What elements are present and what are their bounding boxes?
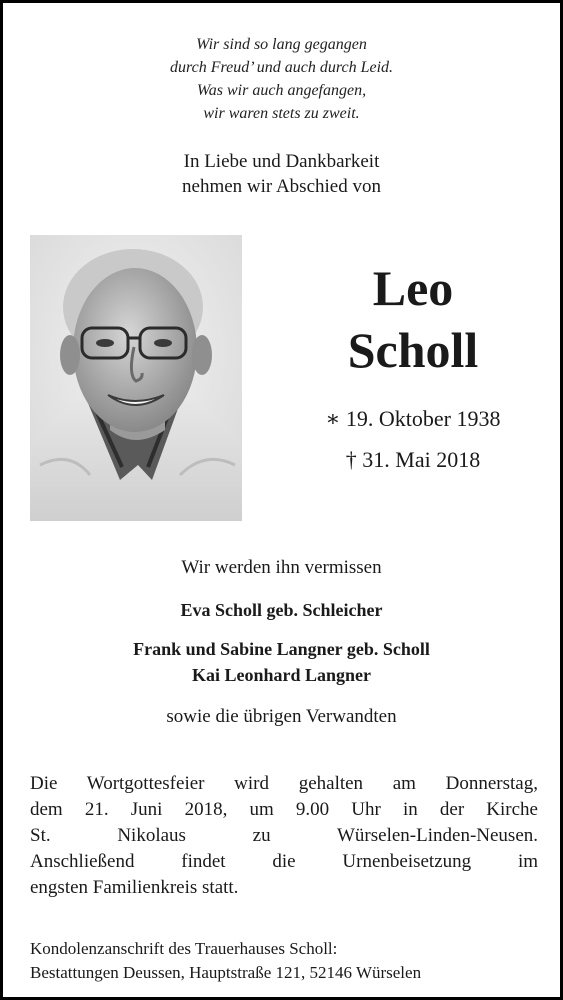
poem-line: Was wir auch angefangen, [196, 82, 367, 99]
intro-line: In Liebe und Dankbarkeit [183, 151, 380, 172]
mourners-heading: Wir werden ihn vermissen [181, 557, 382, 578]
poem-line: wir waren stets zu zweit. [203, 105, 360, 122]
mourner-name: Kai Leonhard Langner [191, 665, 372, 685]
mourner-name: Eva Scholl geb. Schleicher [180, 600, 383, 620]
portrait-photo [30, 235, 242, 521]
birth-date: ∗ 19. Oktober 1938 [325, 406, 501, 431]
service-line: St. Nikolaus zu Würselen-Linden-Neusen. [30, 825, 538, 846]
service-line: Anschließend findet die Urnenbeisetzung im [30, 851, 538, 872]
mourners-closing: sowie die übrigen Verwandten [166, 706, 397, 727]
contact-line: Kondolenzanschrift des Trauerhauses Scholl: [30, 939, 338, 958]
intro-text [3, 149, 560, 199]
service-line: Die Wortgottesfeier wird gehalten am Donnerstag, [30, 773, 538, 794]
deceased-first-name: Leo [372, 260, 454, 316]
poem [3, 33, 560, 125]
poem-line: durch Freud’ und auch durch Leid. [169, 59, 394, 76]
contact-line: Bestattungen Deussen, Hauptstraße 121, 52146 Würselen [30, 963, 422, 982]
intro-line: nehmen wir Abschied von [182, 176, 381, 197]
service-announcement [30, 771, 538, 901]
condolence-address [30, 937, 540, 985]
deceased-last-name: Scholl [347, 322, 479, 378]
mourner-name: Frank und Sabine Langner geb. Scholl [133, 639, 430, 659]
death-date: † 31. Mai 2018 [345, 447, 481, 472]
service-line: engsten Familienkreis statt. [30, 877, 239, 898]
service-line: dem 21. Juni 2018, um 9.00 Uhr in der Kirche [30, 799, 538, 820]
poem-line: Wir sind so lang gegangen [196, 36, 367, 53]
